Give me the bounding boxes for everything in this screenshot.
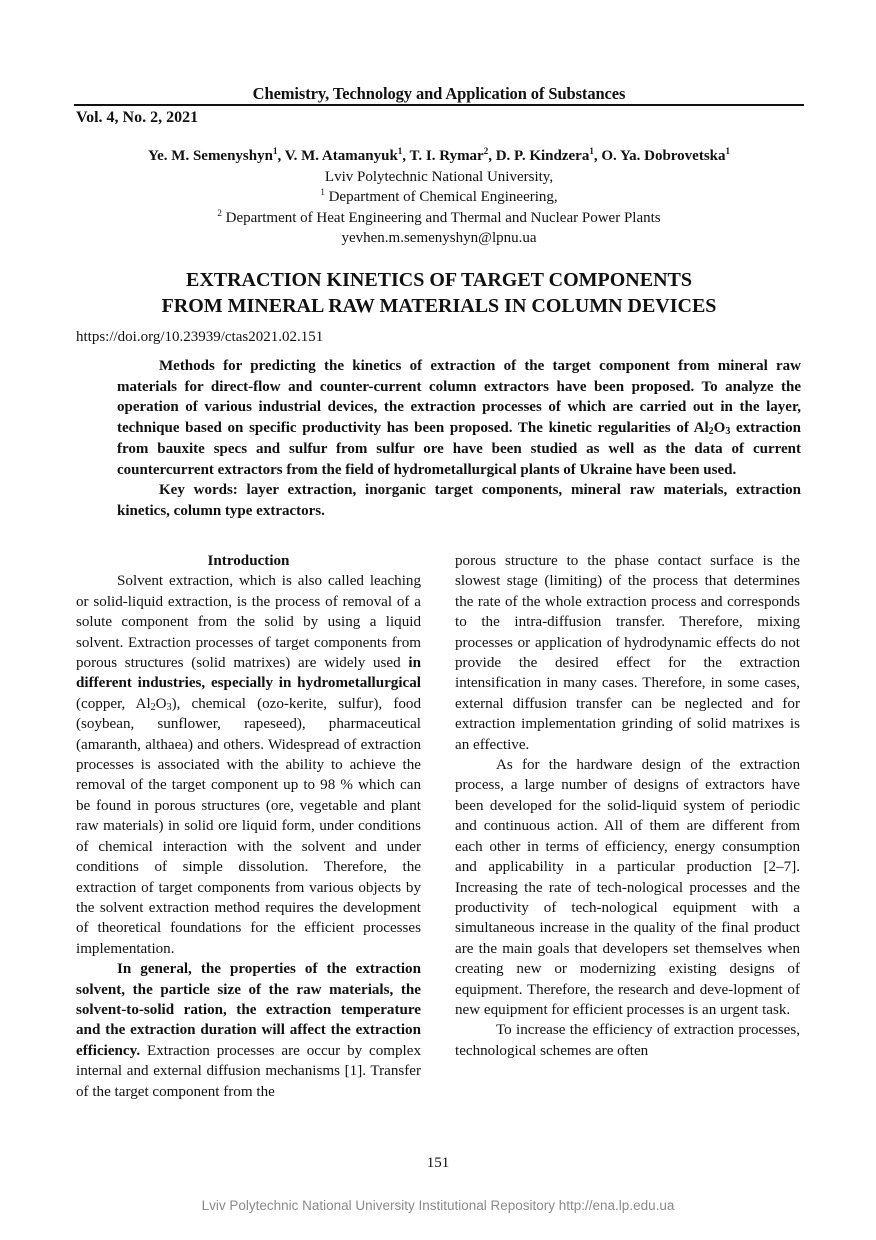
- doi-link[interactable]: https://doi.org/10.23939/ctas2021.02.151: [76, 329, 324, 345]
- paragraph-continued: porous structure to the phase contact surface is the slowest stage (limiting) of the process that determines the rate of the whole extraction process and corresponds to the intra-diffusion transfer. Therefore, mixing processes or application of hydrodynamic effects do not provide the desired effect for the extraction intensification in many cases. Therefore, in some cases, external diffusion transfer can be neglected and for extraction implementation grinding of solid matrixes is an effective.: [455, 553, 800, 753]
- abstract-fragment: Methods for predicting the kinetics of extraction of the target component from mineral raw materials for direct-flow and counter-current column extractors have been proposed. To analyze the operation of various industrial devices, the extraction processes of which are carried out in the layer, technique based on specific productivity has been proposed. The kinetic regularities of Al: [117, 358, 801, 437]
- header-divider: [74, 104, 804, 106]
- paper-title: [74, 267, 804, 319]
- paragraph: [76, 959, 421, 1102]
- paragraph: To increase the efficiency of extraction processes, technological schemes are often: [455, 1022, 800, 1059]
- author-affiliation-mark: 2: [483, 146, 489, 156]
- text-fragment-bold: in different industries, especially in hydrometallurgical: [76, 655, 421, 692]
- department-name: Department of Chemical Engineering,: [324, 189, 558, 205]
- title-line: EXTRACTION KINETICS OF TARGET COMPONENTS: [185, 269, 692, 291]
- keywords: Key words: layer extraction, inorganic target components, mineral raw materials, extraction kinetics, column type extractors.: [117, 482, 801, 519]
- department-name: Department of Heat Engineering and Thermal and Nuclear Power Plants: [221, 209, 661, 226]
- subscript: 2: [708, 426, 714, 438]
- author: Ye. M. Semenyshyn: [147, 148, 273, 164]
- authors-affiliations: [74, 146, 804, 249]
- text-fragment: (copper, Al: [76, 695, 151, 712]
- contact-email[interactable]: yevhen.m.semenyshyn@lpnu.ua: [341, 230, 537, 246]
- subscript: 3: [166, 701, 172, 713]
- author-affiliation-mark: 1: [589, 146, 594, 156]
- abstract: [117, 356, 801, 522]
- title-line: FROM MINERAL RAW MATERIALS IN COLUMN DEVICES: [161, 295, 717, 317]
- author-list: Ye. M. Semenyshyn$^1$, V. M. Atamanyuk$^1$, T. I. Rymar$^2$, D. P. Kindzera$^1$, O. Ya. Dobrovetska$^1$: [147, 146, 731, 164]
- department-1: [74, 187, 804, 208]
- author: D. P. Kindzera: [495, 148, 590, 164]
- journal-title: Chemistry, Technology and Application of Substances: [252, 84, 626, 103]
- text-fragment: Solvent extraction, which is also called leaching or solid-liquid extraction, is the process of removal of a solute component from the solid by using a liquid solvent. Extraction processes of target components from porous structures (solid matrixes) are widely used: [76, 573, 421, 672]
- subscript: 2: [150, 701, 156, 713]
- affiliation-mark: 2: [217, 207, 222, 218]
- author: V. M. Atamanyuk: [284, 148, 398, 164]
- paragraph: [76, 571, 421, 959]
- author-affiliation-mark: 1: [725, 146, 731, 156]
- paragraph: As for the hardware design of the extraction process, a large number of designs of extractors have been developed for the solid-liquid system of periodic and continuous action. All of them are different from each other in terms of efficiency, energy consumption and applicability in a particular production [2–7]. Increasing the rate of tech-nological processes and the productivity of tech-nological equipment with a simultaneous increase in the quality of the final product are the main goals that developers set themselves when creating new or modernizing existing designs of equipment. Therefore, the research and deve-lopment of new equipment for efficient processes is an urgent task.: [455, 757, 800, 1018]
- author-affiliation-mark: 1: [272, 146, 278, 156]
- subscript: 3: [725, 426, 731, 438]
- text-fragment: O: [155, 695, 167, 712]
- university: Lviv Polytechnic National University,: [324, 168, 554, 185]
- body-column-left: [76, 551, 421, 1102]
- author: O. Ya. Dobrovetska: [601, 148, 726, 164]
- abstract-text: [117, 356, 801, 480]
- department-2: [74, 208, 804, 229]
- repository-footer[interactable]: Lviv Polytechnic National University Institutional Repository http://ena.lp.edu.ua: [201, 1198, 675, 1213]
- text-fragment-bold: In general, the properties of the extraction solvent, the particle size of the raw materials, the solvent-to-solid ration, the extraction temperature and the extraction duration will affect the extraction efficiency.: [76, 961, 421, 1059]
- author-affiliation-mark: 1: [397, 146, 403, 156]
- page-number: 151: [426, 1155, 450, 1171]
- abstract-fragment: O: [713, 420, 726, 437]
- text-fragment: ), chemical (ozo-kerite, sulfur), food (soybean, sunflower, rapeseed), pharmaceutical (amaranth, althaea) and others. Widespread of extraction processes is associated with the ability to achieve the removal of the target component up to 98 % which can be found in porous structures (ore, vegetable and plant raw materials) in solid ore liquid form, under conditions of chemical interaction with the solvent and under conditions of simple dissolution. Therefore, the extraction of target components from various objects by the solvent extraction method requires the development of theoretical foundations for the efficient processes implementation.: [76, 695, 421, 957]
- author: T. I. Rymar: [409, 148, 484, 164]
- abstract-fragment: extraction from bauxite specs and sulfur from sulfur ore have been studied as well as the data of current countercurrent extractors from the field of hydrometallurgical plants of Ukraine have been used.: [117, 420, 801, 478]
- affiliation-mark: 1: [320, 187, 325, 197]
- text-fragment: Extraction processes are occur by complex internal and external diffusion mechanisms [1]. Transfer of the target component from the: [76, 1042, 421, 1100]
- volume-issue: Vol. 4, No. 2, 2021: [76, 109, 199, 126]
- body-column-right: [455, 551, 800, 1061]
- section-heading: Introduction: [207, 553, 290, 569]
